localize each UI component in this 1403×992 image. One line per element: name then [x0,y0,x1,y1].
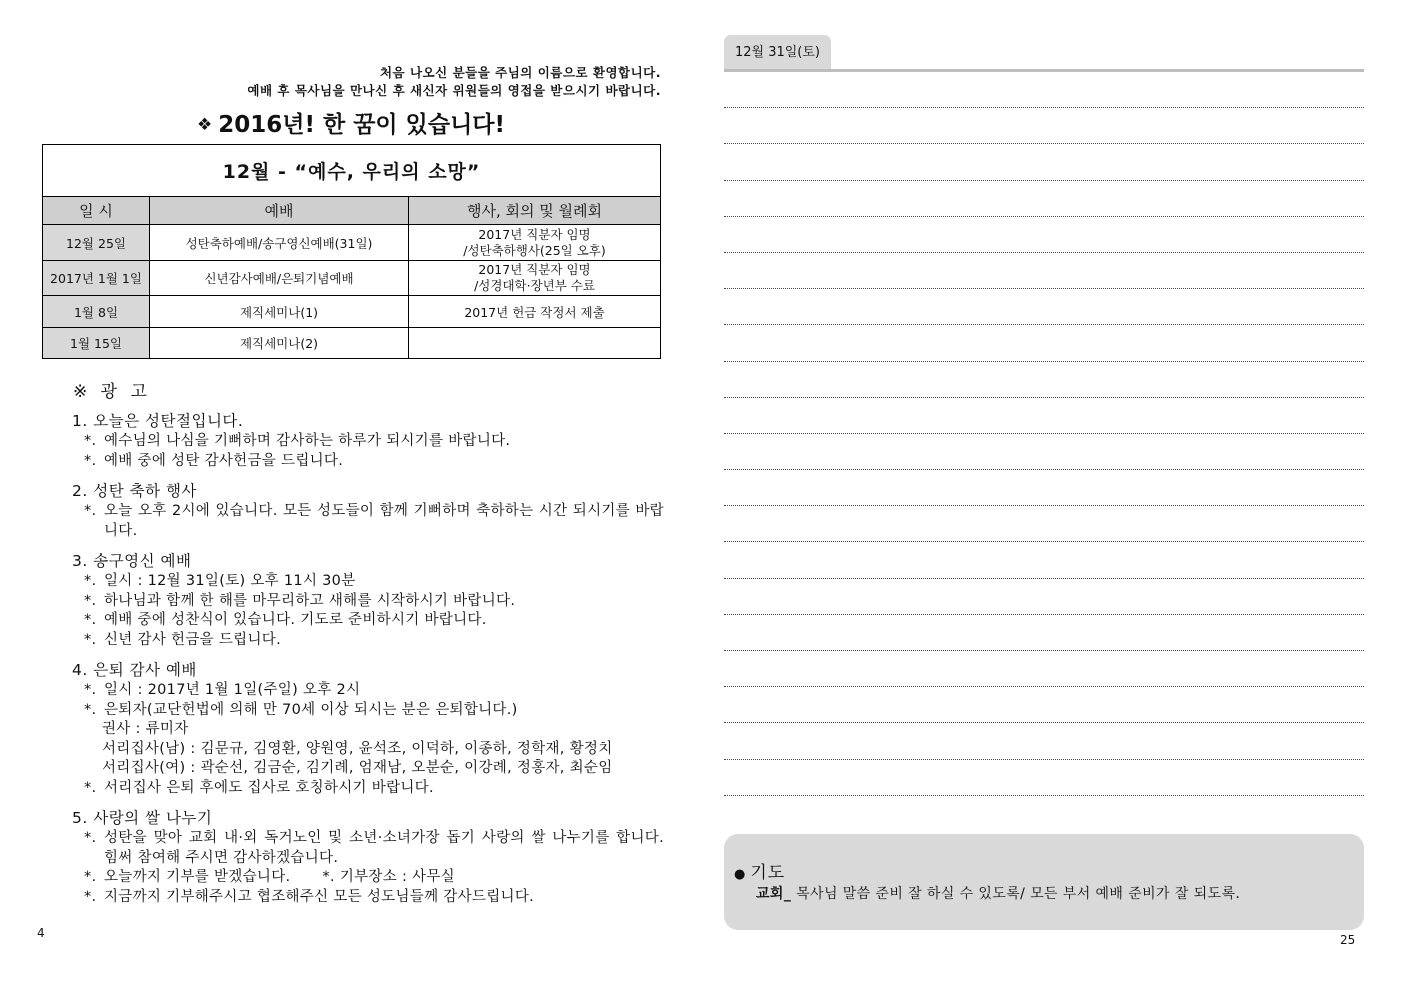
schedule-title: 12월 - “예수, 우리의 소망” [43,145,661,197]
announcement-bullet [72,701,664,721]
bullet-marker: *. [84,592,97,609]
prayer-title-text: 기도 [750,863,786,883]
retiree-line: 서리집사(남) : 김문규, 김영환, 양원영, 윤석조, 이덕하, 이종하, 정학재, 황정치 [102,740,613,757]
prayer-label: 교회_ [756,886,792,902]
row-worship: 신년감사예배/은퇴기념예배 [150,261,409,296]
row-worship: 성탄축하예배/송구영신예배(31일) [150,225,409,261]
retiree-line: 권사 : 류미자 [102,721,189,737]
bullet-marker: *. [84,888,97,905]
announcement-bullet [72,779,664,799]
bullet-marker: *. [84,433,97,449]
row-date: 2017년 1월 1일 [43,261,150,296]
bullet-text [104,868,664,888]
row-date: 1월 15일 [43,328,150,359]
announcement-bullet [72,611,664,631]
bullet-marker: *. [84,701,97,718]
announcement-bullet [72,681,664,701]
welcome-message [247,64,661,100]
bullet-marker: *. [84,779,97,796]
bullet-text: 예배 중에 성찬식이 있습니다. 기도로 준비하시기 바랍니다. [104,612,487,628]
note-line [724,289,1364,325]
announcement-bullet [72,572,664,592]
row-worship: 제직세미나(1) [150,296,409,328]
row-date: 12월 25일 [43,225,150,261]
headline-text: 2016년! 한 꿈이 있습니다! [218,112,505,138]
note-lines [724,72,1364,796]
bullet-text: 일시 : 12월 31일(토) 오후 11시 30분 [104,573,356,589]
row-events: 2017년 헌금 작정서 제출 [409,296,661,328]
row-worship: 제직세미나(2) [150,328,409,359]
bullet-marker: *. [84,503,97,519]
event-line: 2017년 직분자 임명 [478,226,591,242]
note-line [724,181,1364,217]
note-line [724,72,1364,108]
note-line [724,325,1364,361]
diamond-icon: ❖ [196,115,213,135]
announcement-heading: 3. 송구영신 예배 [72,552,192,570]
bullet-marker: *. [84,612,97,628]
bullet-text: 하나님과 함께 한 해를 마무리하고 새해를 시작하시기 바랍니다. [104,592,516,609]
row-events [409,225,661,261]
announcement-item [72,410,664,471]
announcement-heading: 2. 성탄 축하 행사 [72,482,197,500]
bullet-text: 서리집사 은퇴 후에도 집사로 호칭하시기 바랍니다. [104,779,434,796]
header-date: 일 시 [43,197,150,225]
event-line: 2017년 직분자 임명 [478,262,591,277]
announcement-bullet [72,502,664,541]
page-headline [42,106,660,139]
announcement-heading: 5. 사랑의 쌀 나누기 [72,809,213,827]
announcement-item [72,807,664,907]
announcement-bullet [72,631,664,651]
page-number-right: 25 [1340,933,1356,947]
note-line [724,579,1364,615]
row-date: 1월 8일 [43,296,150,328]
welcome-line: 예배 후 목사님을 만나신 후 새신자 위원들의 영접을 받으시기 바랍니다. [247,83,661,98]
announcement-item [72,480,664,541]
retiree-line: 서리집사(여) : 곽순선, 김금순, 김기례, 엄재남, 오분순, 이강례, 정홍자, 최순임 [102,760,613,776]
announcement-bullet [72,592,664,612]
note-line [724,615,1364,651]
header-events: 행사, 회의 및 월례회 [409,197,661,225]
note-line [724,542,1364,578]
prayer-title [734,858,785,883]
bullet-text: 오늘 오후 2시에 있습니다. 모든 성도들이 함께 기뻐하며 축하하는 시간 되시기를 바랍니다. [104,503,664,539]
table-row [43,328,661,359]
bullet-marker: *. [84,452,97,469]
note-line [724,470,1364,506]
note-line [724,108,1364,144]
page-number-left: 4 [37,926,45,940]
bullet-dot-icon: ● [734,867,747,882]
table-row [43,296,661,328]
bullet-text: 지금까지 기부해주시고 협조해주신 모든 성도님들께 감사드립니다. [104,888,535,905]
bullet-text: 예배 중에 성탄 감사헌금을 드립니다. [104,452,344,469]
bullet-text: 성탄을 맞아 교회 내·외 독거노인 및 소년·소녀가장 돕기 사랑의 쌀 나누기를 합니다. 힘써 참여해 주시면 감사하겠습니다. [104,830,664,866]
note-line [724,760,1364,796]
note-line [724,398,1364,434]
announcement-bullet [72,452,664,472]
note-line [724,651,1364,687]
announcement-item [72,659,664,798]
prayer-box [724,834,1364,930]
table-header-row [43,197,661,225]
note-line [724,687,1364,723]
note-line [724,217,1364,253]
bullet-marker: *. [84,682,97,698]
schedule-table [42,144,661,359]
announcement-bullet [72,888,664,908]
bullet-text: 일시 : 2017년 1월 1일(주일) 오후 2시 [104,682,361,698]
note-line [724,144,1364,180]
row-events [409,261,661,296]
bullet-marker: *. [84,869,97,885]
note-line [724,253,1364,289]
bullet-marker: *. [322,869,335,885]
announcements-title: ※ 광 고 [73,382,151,402]
announcement-bullet [72,868,664,888]
event-line: /성탄축하행사(25일 오후) [463,242,606,258]
bullet-text: 신년 감사 헌금을 드립니다. [104,631,282,648]
announcements [72,410,664,916]
row-events [409,328,661,359]
announcement-item [72,550,664,650]
announcement-heading: 4. 은퇴 감사 예배 [72,661,197,679]
announcement-heading: 1. 오늘은 성탄절입니다. [72,412,244,430]
date-tab: 12월 31일(토) [724,35,831,70]
prayer-content: 목사님 말씀 준비 잘 하실 수 있도록/ 모든 부서 예배 준비가 잘 되도록. [791,886,1241,902]
note-line [724,362,1364,398]
note-line [724,723,1364,759]
event-line: /성경대학·장년부 수료 [474,278,595,293]
header-worship: 예배 [150,197,409,225]
note-line [724,506,1364,542]
announcement-bullet [72,829,664,868]
welcome-line: 처음 나오신 분들을 주님의 이름으로 환영합니다. [379,65,661,80]
table-row [43,261,661,296]
bullet-text: 은퇴자(교단헌법에 의해 만 70세 이상 되시는 분은 은퇴합니다.) [104,701,518,718]
prayer-text [756,883,1240,903]
donation-place: 기부장소 : 사무실 [339,869,455,885]
table-row [43,225,661,261]
bullet-marker: *. [84,573,97,589]
announcement-bullet [72,432,664,452]
bullet-marker: *. [84,631,97,648]
bullet-text: 예수님의 나심을 기뻐하며 감사하는 하루가 되시기를 바랍니다. [104,433,511,449]
bullet-marker: *. [84,830,97,846]
note-line [724,434,1364,470]
donation-deadline: 오늘까지 기부를 받겠습니다. [104,869,291,885]
